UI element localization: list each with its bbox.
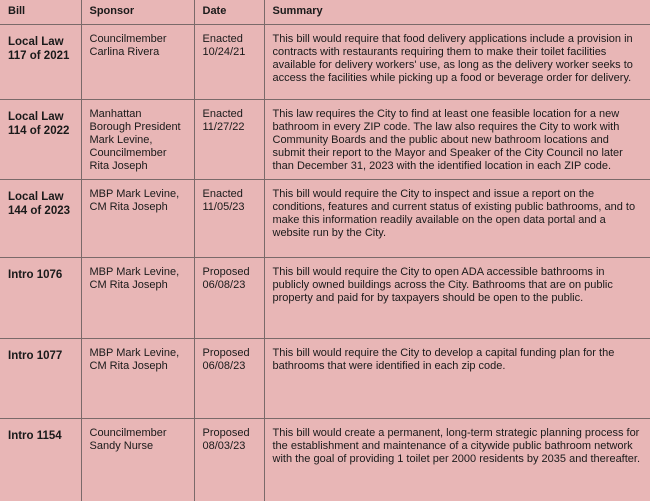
date-value: 06/08/23 <box>202 359 246 372</box>
bill-cell <box>0 24 81 99</box>
summary-cell: This law requires the City to find at least one feasible location for a new bathroom in every ZIP code. The law also requires the City to work with Community Boards and the public about new bathroom locations and submit their report to the Mayor and Speaker of the City Council no later than December 31, 2023 with the identified location in each ZIP code. <box>264 99 650 179</box>
bill-line: Intro 1077 <box>8 349 63 362</box>
sponsor-cell <box>81 338 194 418</box>
table-row <box>0 99 650 179</box>
sponsor-line: Councilmember <box>89 426 167 439</box>
date-status: Proposed <box>202 346 250 359</box>
bill-line: Intro 1154 <box>8 429 62 442</box>
sponsor-line: Manhattan <box>89 107 142 120</box>
bill-line: Local Law <box>8 35 64 48</box>
date-status: Enacted <box>202 107 243 120</box>
sponsor-line: Rita Joseph <box>89 160 148 173</box>
date-cell <box>194 24 264 99</box>
summary-cell: This bill would require that food delivery applications include a provision in contracts with restaurants requiring them to make their toilet facilities available for delivery workers' use, as long as the delivery worker seeks to access the facilities while picking up a food or beverage order for delivery. <box>264 24 650 99</box>
date-cell <box>194 418 264 501</box>
sponsor-line: Councilmember <box>89 147 167 160</box>
date-value: 08/03/23 <box>202 439 246 452</box>
date-value: 10/24/21 <box>202 45 246 58</box>
bill-line: 117 of 2021 <box>8 49 70 62</box>
bill-line: Local Law <box>8 110 64 123</box>
date-cell <box>194 257 264 338</box>
bill-line: 144 of 2023 <box>8 204 71 217</box>
summary-cell: This bill would require the City to develop a capital funding plan for the bathrooms that were identified in each zip code. <box>264 338 650 418</box>
header-sponsor: Sponsor <box>81 0 194 24</box>
bill-line: 114 of 2022 <box>8 124 70 137</box>
header-summary: Summary <box>264 0 650 24</box>
table-row <box>0 179 650 257</box>
sponsor-line: MBP Mark Levine, <box>89 187 180 200</box>
sponsor-line: MBP Mark Levine, <box>89 265 180 278</box>
table-row <box>0 257 650 338</box>
bill-cell <box>0 257 81 338</box>
sponsor-cell <box>81 99 194 179</box>
sponsor-line: Borough President <box>89 120 181 133</box>
table-header-row <box>0 0 650 24</box>
sponsor-line: CM Rita Joseph <box>89 359 168 372</box>
bill-line: Local Law <box>8 190 64 203</box>
bill-cell <box>0 179 81 257</box>
summary-cell: This bill would require the City to inspect and issue a report on the conditions, features and current status of existing public bathrooms, and to make this information readily available on the open data portal and a website run by the City. <box>264 179 650 257</box>
sponsor-cell <box>81 179 194 257</box>
header-date: Date <box>194 0 264 24</box>
date-value: 06/08/23 <box>202 278 246 291</box>
sponsor-line: MBP Mark Levine, <box>89 346 180 359</box>
date-status: Proposed <box>202 426 250 439</box>
date-cell <box>194 338 264 418</box>
date-status: Proposed <box>202 265 250 278</box>
summary-cell: This bill would create a permanent, long-term strategic planning process for the establishment and maintenance of a citywide public bathroom network with the goal of providing 1 toilet per 2000 residents by 2035 and thereafter. <box>272 426 641 465</box>
sponsor-cell <box>81 418 194 501</box>
summary-cell: This bill would require the City to open ADA accessible bathrooms in publicly owned buildings across the City. Bathrooms that are on public property and paid for by taxpayers should be open to the public. <box>264 257 650 338</box>
date-value: 11/27/22 <box>202 120 245 133</box>
bill-cell <box>0 99 81 179</box>
bill-line: Intro 1076 <box>8 268 63 281</box>
sponsor-line: Mark Levine, <box>89 133 153 146</box>
sponsor-line: Sandy Nurse <box>89 439 154 452</box>
sponsor-line: CM Rita Joseph <box>89 200 168 213</box>
date-status: Enacted <box>202 187 243 200</box>
sponsor-cell <box>81 257 194 338</box>
bill-cell <box>0 338 81 418</box>
table-row <box>0 418 650 501</box>
header-bill: Bill <box>0 0 81 24</box>
sponsor-line: Carlina Rivera <box>89 45 160 58</box>
date-cell <box>194 179 264 257</box>
date-status: Enacted <box>202 32 243 45</box>
date-value: 11/05/23 <box>202 200 245 213</box>
sponsor-cell <box>81 24 194 99</box>
table-row <box>0 24 650 99</box>
bill-cell <box>0 418 81 501</box>
date-cell <box>194 99 264 179</box>
sponsor-line: CM Rita Joseph <box>89 278 168 291</box>
sponsor-line: Councilmember <box>89 32 167 45</box>
table-row <box>0 338 650 418</box>
